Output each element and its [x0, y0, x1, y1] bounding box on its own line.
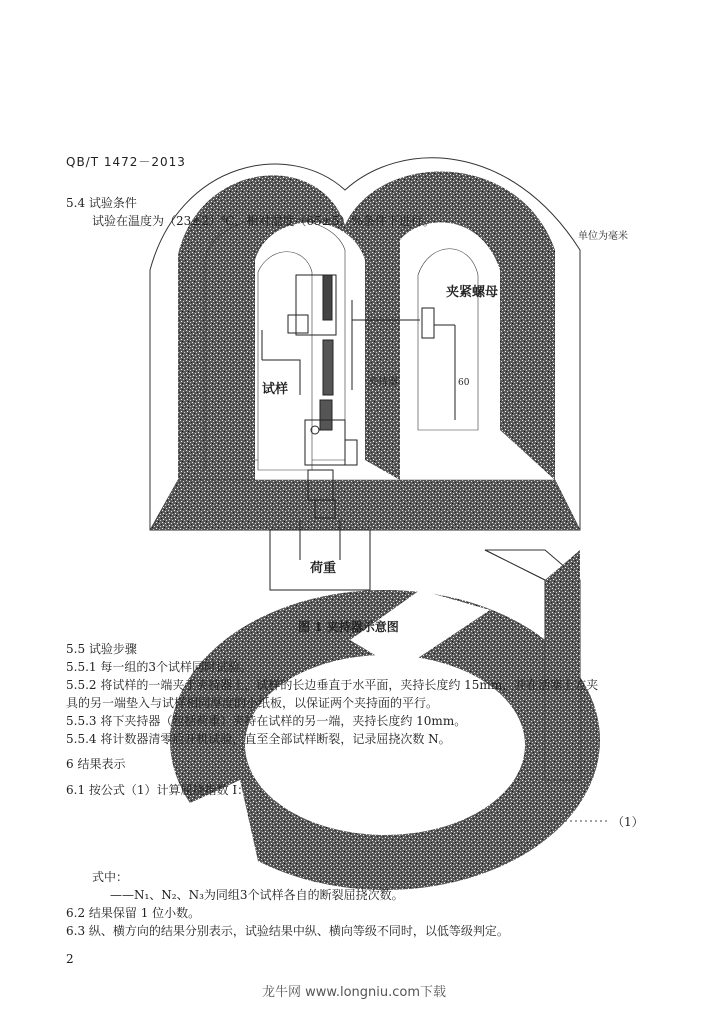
para-5-5-4: 5.5.4 将计数器清零后开机试验，直至全部试样断裂，记录屈挠次数 N。 — [66, 732, 451, 746]
para-6-3: 6.3 纵、横方向的结果分别表示，试验结果中纵、横向等级不同时，以低等级判定。 — [66, 924, 509, 938]
label-clamp: 夹持器 — [368, 377, 398, 388]
formula-number: （1） — [612, 815, 644, 829]
section-5-4-heading: 5.4 试验条件 — [66, 196, 137, 210]
label-load: 荷重 — [310, 561, 337, 576]
para-6-2: 6.2 结果保留 1 位小数。 — [66, 906, 201, 920]
section-5-4-text: 试验在温度为（23±2）℃、相对湿度（65±5）%条件下进行。 — [92, 214, 435, 228]
section-5-5-heading: 5.5 试验步骤 — [66, 642, 137, 656]
unit-note: 单位为毫米 — [578, 231, 628, 242]
para-5-5-3: 5.5.3 将下夹持器（包括荷重）夹持在试样的另一端，夹持长度约 10mm。 — [66, 714, 467, 728]
page-number: 2 — [66, 952, 74, 966]
label-clamp-nut: 夹紧螺母 — [446, 285, 499, 300]
standard-number: QB/T 1472－2013 — [66, 155, 186, 169]
section-6-heading: 6 结果表示 — [66, 757, 126, 771]
where-label: 式中： — [92, 870, 129, 884]
dimension-60: 60 — [458, 378, 470, 388]
para-5-5-1: 5.5.1 每一组的3个试样同时试验。 — [66, 660, 252, 674]
label-specimen: 试样 — [262, 382, 289, 397]
para-6-1: 6.1 按公式（1）计算屈挠指数 I： — [66, 783, 250, 797]
para-5-5-2-line1: 5.5.2 将试样的一端夹于夹持器上，试样的长边垂直于水平面，夹持长度约 15mm，并在活塞上方夹 — [66, 678, 599, 692]
footer-watermark: 龙牛网 www.longniu.com下载 — [262, 985, 447, 1000]
figure-caption: 图 1 夹持器示意图 — [298, 620, 399, 634]
para-5-5-2-line2: 具的另一端垫入与试样相同厚度的小纸板，以保证两个夹持面的平行。 — [66, 696, 439, 710]
variable-definition: ——N₁、N₂、N₃为同组3个试样各自的断裂屈挠次数。 — [110, 888, 404, 902]
